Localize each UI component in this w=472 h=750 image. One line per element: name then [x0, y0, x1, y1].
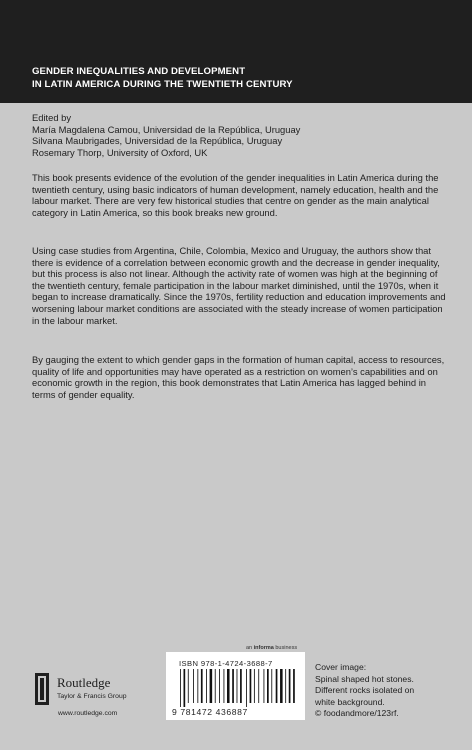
editor-3: Rosemary Thorp, University of Oxford, UK	[32, 146, 208, 158]
barcode-bar	[246, 669, 247, 707]
barcode-icon	[178, 669, 296, 707]
barcode-bar	[276, 669, 278, 703]
barcode-bar	[258, 669, 259, 703]
barcode-bar	[240, 669, 242, 703]
barcode-bar	[206, 669, 207, 703]
barcode-bar	[237, 669, 238, 703]
editors-heading: Edited by	[32, 112, 72, 123]
barcode-bar	[227, 669, 230, 703]
barcode-bar	[280, 669, 283, 703]
barcode-bar	[215, 669, 216, 703]
publisher-url[interactable]: www.routledge.com	[58, 710, 118, 717]
tag-suffix: business	[273, 645, 298, 651]
barcode-bar	[188, 669, 189, 703]
barcode-bar	[232, 669, 234, 703]
barcode-bar	[184, 669, 186, 707]
cover-credit-line-2: Spinal shaped hot stones.	[315, 673, 414, 684]
tag-prefix: an	[246, 645, 254, 651]
barcode-number: 9 781472 436887	[172, 707, 248, 717]
barcode-bar	[180, 669, 181, 707]
routledge-logo-icon	[35, 673, 49, 705]
editor-2: Silvana Maubrigades, Universidad de la República, Uruguay	[32, 135, 283, 147]
description-paragraph-3: By gauging the extent to which gender gaps in the formation of human capital, access to resources, quality of life and opportunities may have operated as a restriction on women’s capabilities and on economic growth in the region, this book demonstrates that Latin America has lagged behind in terms of gender equality.	[32, 354, 445, 400]
description-paragraph-2: Using case studies from Argentina, Chile, Colombia, Mexico and Uruguay, the authors show that there is evidence of a correlation between economic growth and the decrease in gender inequality, but this process is also not linear. Although the activity rate of women was high at the beginning of the twentieth century, female participation in the labour market diminished, until the 1970s, when it began to increase dramatically. Since the 1970s, fertility reduction and education improvements and worsening labour market conditions are associated with the steady increase of women participation in the labour market.	[32, 245, 446, 326]
barcode-bar	[264, 669, 265, 703]
barcode-bar	[289, 669, 291, 703]
barcode-bar	[250, 669, 252, 703]
editors-block	[32, 112, 452, 158]
barcode-bar	[201, 669, 203, 703]
title-line-1: GENDER INEQUALITIES AND DEVELOPMENT	[32, 66, 246, 77]
barcode-bar	[197, 669, 198, 703]
isbn-label: ISBN 978-1-4724-3688-7	[179, 659, 273, 668]
barcode-bar	[254, 669, 255, 703]
barcode-bar	[271, 669, 272, 703]
barcode-bar	[293, 669, 295, 703]
barcode-bar	[210, 669, 213, 703]
editor-1: María Magdalena Camou, Universidad de la República, Uruguay	[32, 123, 301, 135]
barcode-bar	[219, 669, 220, 703]
cover-image-credit	[315, 662, 465, 720]
barcode-bar	[267, 669, 269, 703]
informa-business-tag	[246, 645, 297, 651]
barcode-bar	[193, 669, 194, 703]
book-title	[32, 65, 452, 91]
publisher-name: Routledge	[57, 675, 111, 690]
barcode-bar	[224, 669, 225, 703]
cover-credit-line-1: Cover image:	[315, 662, 367, 672]
title-line-2: IN LATIN AMERICA DURING THE TWENTIETH CENTURY	[32, 79, 293, 90]
cover-credit-line-4: white background.	[315, 696, 385, 707]
barcode-box	[166, 652, 305, 720]
publisher-group: Taylor & Francis Group	[57, 693, 127, 700]
cover-credit-line-5: © foodandmore/123rf.	[315, 708, 399, 719]
tag-brand: informa	[253, 645, 274, 651]
barcode-bar	[285, 669, 286, 703]
description-paragraph-1: This book presents evidence of the evolution of the gender inequalities in Latin America during the twentieth century, using basic indicators of human development, namely education, health and the labour market. There are very few historical studies that centre on gender as the main analytical category in Latin America, so this book breaks new ground.	[32, 172, 439, 218]
cover-credit-line-3: Different rocks isolated on	[315, 685, 415, 696]
